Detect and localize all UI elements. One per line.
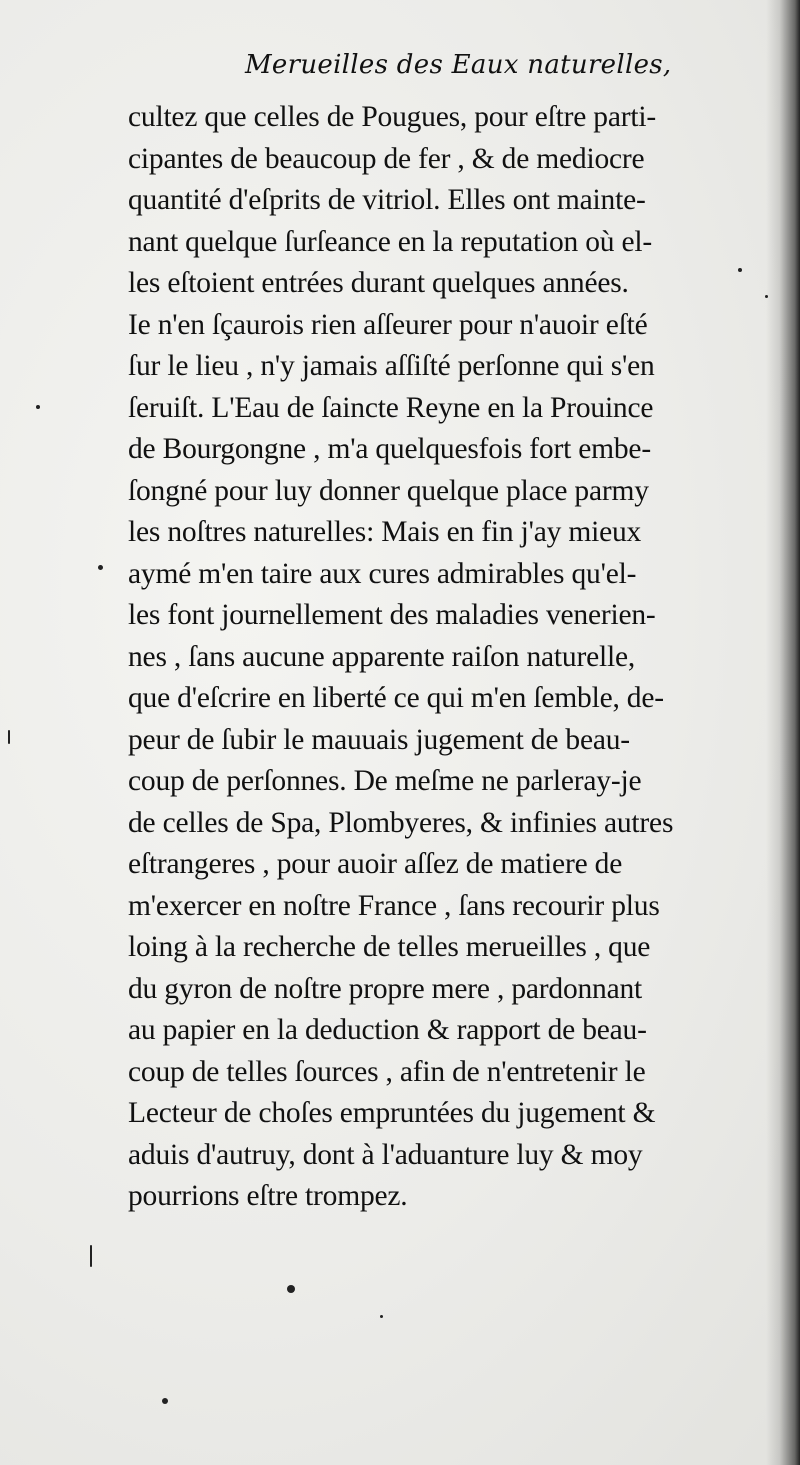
text-line: les eſtoient entrées durant quelques années. — [128, 267, 629, 299]
paper-speck — [287, 1285, 295, 1293]
text-line: peur de ſubir le mauuais jugement de beau- — [128, 723, 630, 756]
text-line: aduis d'autruy, dont à l'aduanture luy & moy — [128, 1138, 643, 1171]
text-line: nes , ſans aucune apparente raiſon naturelle, — [128, 640, 636, 673]
text-line: les noſtres naturelles: Mais en fin j'ay mieux — [128, 516, 642, 548]
text-line: de celles de Spa, Plombyeres, & infinies autres — [128, 806, 674, 839]
running-head: Merueilles des Eaux naturelles, — [245, 50, 672, 80]
text-line: loing à la recherche de telles merueilles , que — [128, 931, 651, 963]
text-line: Ie n'en ſçaurois rien aſſeurer pour n'auoir eſté — [128, 308, 648, 341]
text-line: les font journellement des maladies venerien- — [128, 599, 656, 631]
page-edge-shadow — [766, 0, 800, 1465]
text-line: aymé m'en taire aux cures admirables qu'el- — [128, 557, 637, 590]
text-line: pourrions eſtre trompez. — [128, 1180, 408, 1212]
text-line: de Bourgongne , m'a quelquesfois fort embe- — [128, 433, 651, 465]
paper-speck — [765, 295, 768, 298]
text-line: que d'eſcrire en liberté ce qui m'en ſemble, de- — [128, 682, 664, 714]
text-line: eſtrangeres , pour auoir aſſez de matiere de — [128, 848, 623, 880]
paper-speck — [380, 1315, 383, 1318]
text-line: nant quelque ſurſeance en la reputation où el- — [128, 225, 653, 258]
text-line: cipantes de beaucoup de fer , & de mediocre — [128, 142, 645, 175]
text-line: m'exercer en noſtre France , ſans recourir plus — [128, 889, 660, 922]
text-line: ſeruiſt. L'Eau de ſaincte Reyne en la Prouince — [128, 391, 654, 424]
paper-speck — [98, 565, 103, 570]
text-line: coup de telles ſources , afin de n'entretenir le — [128, 1055, 646, 1088]
text-line: ſongné pour luy donner quelque place parmy — [128, 474, 649, 507]
text-line: ſur le lieu , n'y jamais aſſiſté perſonne qui s'en — [128, 350, 655, 382]
body-text — [128, 97, 768, 1218]
text-line: cultez que celles de Pougues, pour eſtre parti- — [128, 101, 656, 133]
text-line: du gyron de noſtre propre mere , pardonnant — [128, 972, 643, 1005]
paper-speck — [738, 268, 742, 272]
text-line: coup de perſonnes. De meſme ne parleray-je — [128, 765, 642, 797]
text-line: quantité d'eſprits de vitriol. Elles ont mainte- — [128, 184, 646, 216]
paper-speck — [8, 730, 10, 744]
text-line: au papier en la deduction & rapport de beau- — [128, 1014, 647, 1046]
paper-speck — [36, 405, 40, 409]
paper-speck — [162, 1398, 168, 1404]
text-line: Lecteur de choſes empruntées du jugement & — [128, 1097, 656, 1129]
paper-speck — [90, 1245, 92, 1267]
